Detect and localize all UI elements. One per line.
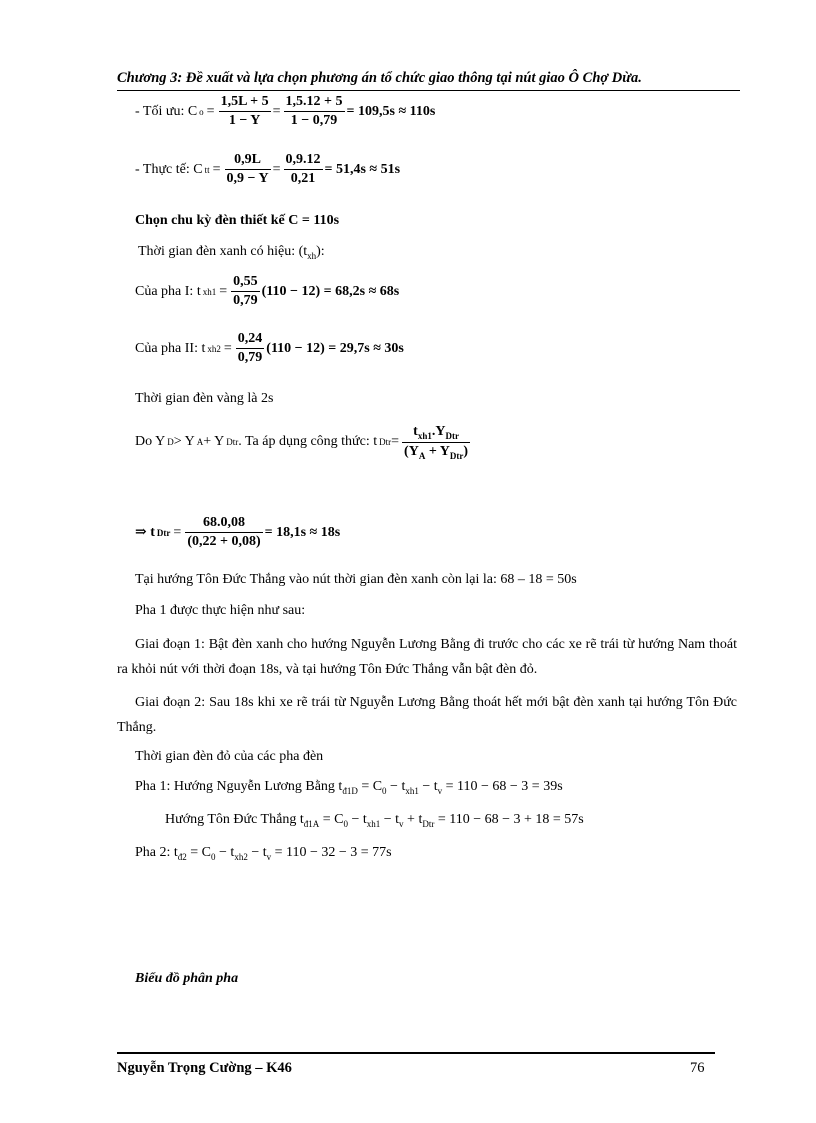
tdtr-formula: ⇒ t Dtr = $\frac{68.0,08}{(0,22 + 0,08)}$ = 18,1s ≈ 18s <box>135 515 341 549</box>
page-number: 76 <box>690 1060 705 1076</box>
footer-author: Nguyễn Trọng Cường – K46 <box>117 1060 292 1076</box>
condition-formula: Do Y D > Y A + Y Dtr . Ta áp dụng công thức: t Dtr = $\frac{t_{xh1}.Y_{Dtr}}{(Y_A + Y_{Dtr})}$ <box>135 424 469 461</box>
footer-rule <box>117 1052 715 1054</box>
paragraph-stage2: Giai đoạn 2: Sau 18s khi xe rẽ trái từ Nguyễn Lương Bằng thoát hết mới bật đèn xanh tại hướng Tôn Đức Thắng. <box>117 695 737 735</box>
paragraph-remaining-green: Tại hướng Tôn Đức Thắng vào nút thời gian đèn xanh còn lại la: 68 – 18 = 50s <box>135 572 577 587</box>
optimal-cycle-formula: - Tối ưu: C o = $\frac{1,5L + 5}{1 - Y}$ = $\frac{1,5.12 + 5}{1 - 0,79}$ = 109,5s ≈ 110s <box>135 94 436 128</box>
diagram-heading: Biểu đồ phân pha <box>135 971 239 986</box>
page-header: Chương 3: Đề xuất và lựa chọn phương án tổ chức giao thông tại nút giao Ô Chợ Dừa. <box>117 70 740 91</box>
paragraph-phase1-intro: Pha 1 được thực hiện như sau: <box>135 603 306 618</box>
paragraph-red-time: Thời gian đèn đỏ của các pha đèn <box>135 749 324 764</box>
paragraph-stage1: Giai đoạn 1: Bật đèn xanh cho hướng Nguyễn Lương Bằng đi trước cho các xe rẽ trái từ hướng Nam thoát ra khỏi nút với thời đoạn 18s, và tại hướng Tôn Đức Thắng vẫn bật đèn đỏ. <box>117 637 737 677</box>
cycle-choice: Chọn chu kỳ đèn thiết kế C = 110s <box>135 213 340 228</box>
red-phase2: Pha 2: $t_{đ2} = C_0 - t_{xh2} - t_v = 110 - 32 - 3 = 77s$ <box>135 845 392 862</box>
yellow-time: Thời gian đèn vàng là 2s <box>135 391 274 406</box>
phase1-green-formula: Của pha I: t xh1 = $\frac{0,55}{0,79}$ (110 − 12) = 68,2s ≈ 68s <box>135 274 400 308</box>
phase2-green-formula: Của pha II: t xh2 = $\frac{0,24}{0,79}$ (110 − 12) = 29,7s ≈ 30s <box>135 331 404 365</box>
green-intro: Thời gian đèn xanh có hiệu: $(t_{xh})$: <box>138 244 325 261</box>
actual-cycle-formula: - Thực tế: C tt = $\frac{0,9L}{0,9 - Y}$ = $\frac{0,9.12}{0,21}$ = 51,4s ≈ 51s <box>135 152 401 186</box>
red-phase1-tdt: Hướng Tôn Đức Thắng $t_{đ1A} = C_0 - t_{xh1} - t_v + t_{Dtr} = 110 - 68 - 3 + 18 = 57s$ <box>165 812 584 829</box>
red-phase1-ngl: Pha 1: Hướng Nguyễn Lương Bằng $t_{đ1D} = C_0 - t_{xh1} - t_v = 110 - 68 - 3 = 39s$ <box>135 779 563 796</box>
